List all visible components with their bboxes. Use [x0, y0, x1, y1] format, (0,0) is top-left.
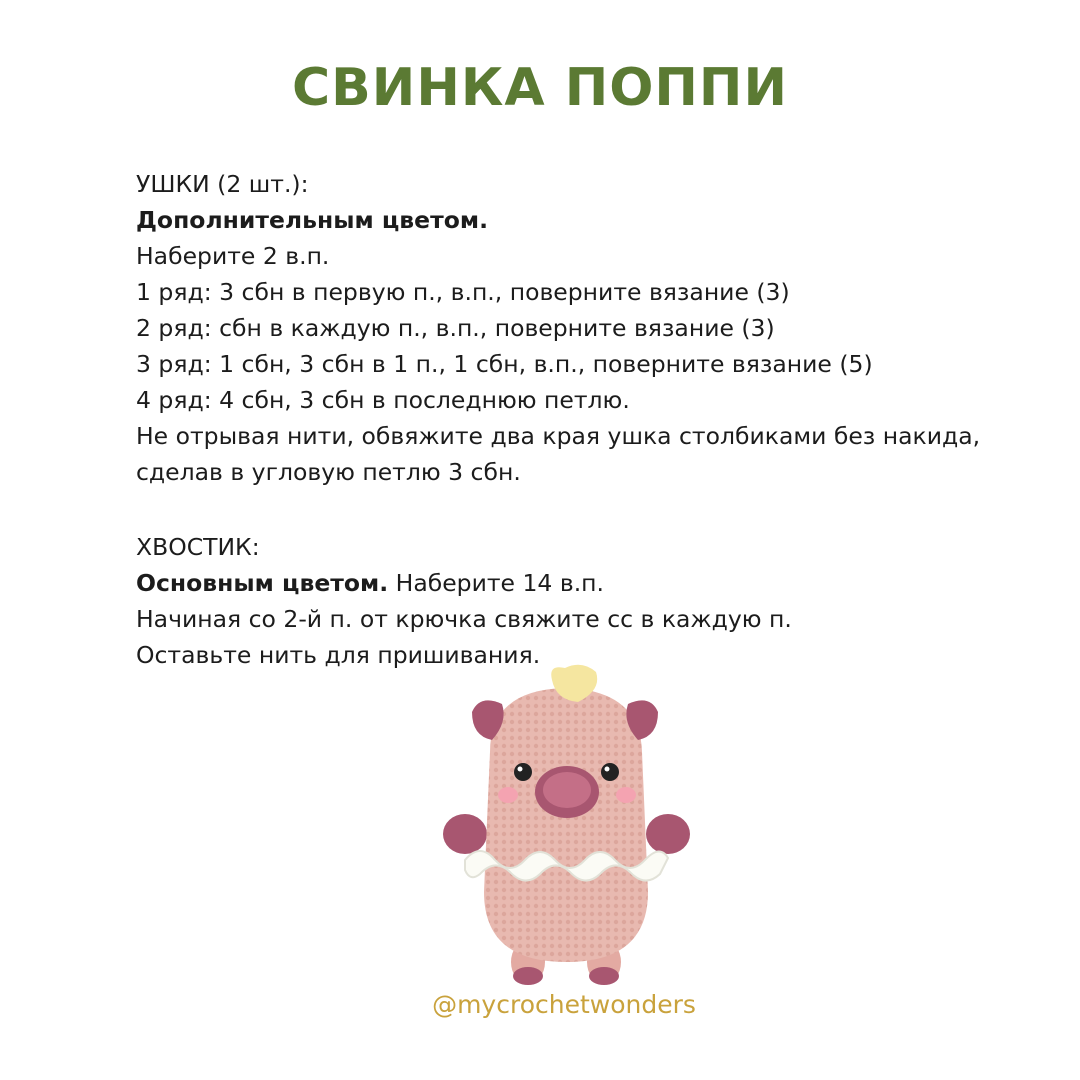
- instruction-line: сделав в угловую петлю 3 сбн.: [136, 458, 521, 486]
- ears-color-note: Дополнительным цветом.: [136, 206, 489, 234]
- instruction-line: Наберите 2 в.п.: [136, 242, 330, 270]
- tail-color-note: Основным цветом.: [136, 569, 389, 597]
- tail-heading: ХВОСТИК:: [136, 533, 260, 561]
- instruction-line: 4 ряд: 4 сбн, 3 сбн в последнюю петлю.: [136, 386, 630, 414]
- ears-heading: УШКИ (2 шт.):: [136, 170, 309, 198]
- pig-toy-photo: [420, 662, 710, 992]
- tail-first-line: [136, 565, 1036, 601]
- instruction-line: 1 ряд: 3 сбн в первую п., в.п., поверните вязание (3): [136, 278, 790, 306]
- instruction-line: 2 ряд: сбн в каждую п., в.п., поверните вязание (3): [136, 314, 775, 342]
- author-handle: @mycrochetwonders: [432, 990, 696, 1019]
- ears-section: [136, 166, 1036, 490]
- pig-illustration: [420, 662, 710, 992]
- instruction-line: Оставьте нить для пришивания.: [136, 641, 541, 669]
- tail-color-note-rest: Наберите 14 в.п.: [388, 569, 604, 597]
- instruction-line: Начиная со 2-й п. от крючка свяжите сс в каждую п.: [136, 605, 792, 633]
- tail-section: [136, 529, 1036, 673]
- instruction-line: Не отрывая нити, обвяжите два края ушка столбиками без накида,: [136, 422, 981, 450]
- instruction-line: 3 ряд: 1 сбн, 3 сбн в 1 п., 1 сбн, в.п., поверните вязание (5): [136, 350, 873, 378]
- page-title: СВИНКА ПОППИ: [292, 58, 788, 118]
